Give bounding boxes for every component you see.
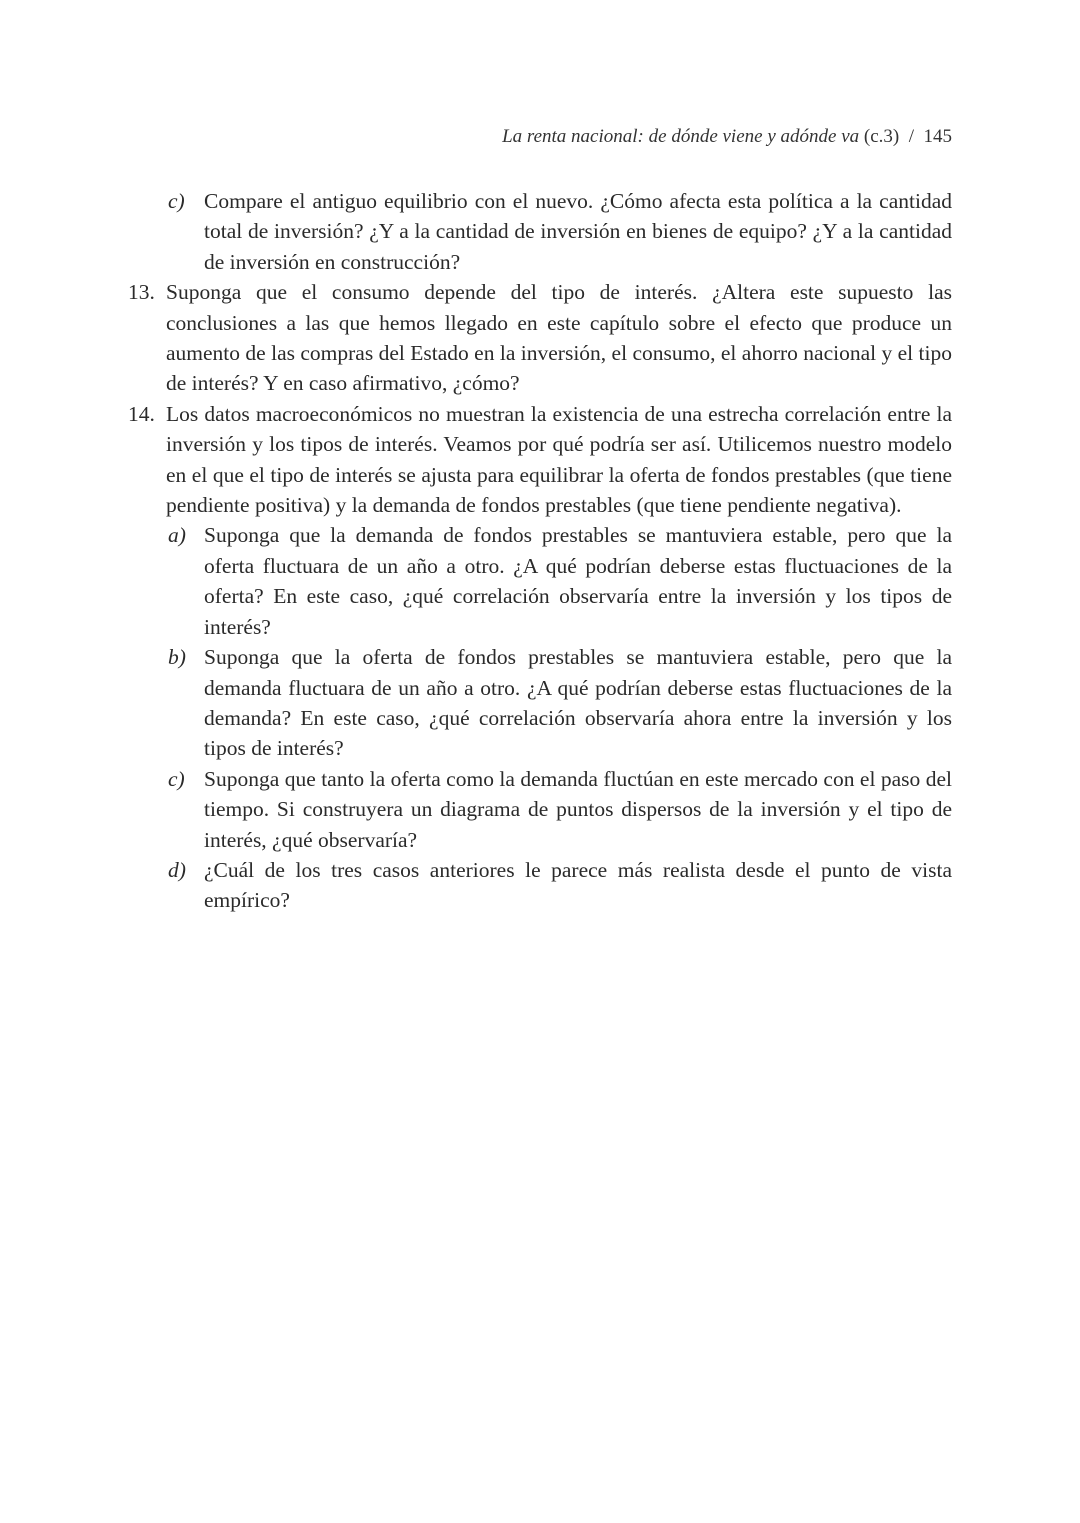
- chapter-label: (c.3): [863, 126, 900, 147]
- exercise-text: Los datos macroeconómicos no muestran la existencia de una estrecha correlación entre la inversión y los tipos de interés. Veamos por qué podría ser así. Utilicemos nuestro modelo en el que el tipo de interés se ajusta para equilibrar la oferta de fondos prestables (que tiene pendiente positiva) y la demanda de fondos prestables (que tiene pendiente negativa).: [166, 401, 952, 518]
- header-separator: /: [908, 126, 914, 147]
- exercise-14-part-d: [128, 855, 952, 916]
- exercise-14-part-b: [128, 642, 952, 764]
- sub-item-label: c): [168, 766, 185, 791]
- running-title: La renta nacional: de dónde viene y adónde va: [502, 126, 860, 147]
- exercise-text: Suponga que el consumo depende del tipo de interés. ¿Altera este supuesto las conclusiones a las que hemos llegado en este capítulo sobre el efecto que produce un aumento de las compras del Estado en la inversión, el consumo, el ahorro nacional y el tipo de interés? Y en caso afirmativo, ¿cómo?: [166, 280, 952, 396]
- exercise-14-part-a: [128, 520, 952, 642]
- exercise-number: 14.: [128, 401, 155, 426]
- sub-item-text: Suponga que la demanda de fondos prestables se mantuviera estable, pero que la oferta fluctuara de un año a otro. ¿A qué podrían deberse estas fluctuaciones de la oferta? En este caso, ¿qué correlación observaría entre la inversión y los tipos de interés?: [204, 523, 952, 639]
- exercise-14: [128, 399, 952, 521]
- exercise-14-part-c: [128, 764, 952, 855]
- sub-item-label: d): [168, 857, 186, 882]
- exercise-12-part-c: [128, 186, 952, 277]
- sub-item-label: a): [168, 523, 186, 548]
- sub-item-label: b): [168, 645, 186, 670]
- sub-item-text: Suponga que tanto la oferta como la demanda fluctúan en este mercado con el paso del tiempo. Si construyera un diagrama de puntos dispersos de la inversión y el tipo de interés, ¿qué observaría?: [204, 766, 952, 852]
- sub-item-label: c): [168, 189, 185, 213]
- page-number: 145: [923, 126, 952, 147]
- exercise-number: 13.: [128, 280, 155, 305]
- sub-item-text: ¿Cuál de los tres casos anteriores le parece más realista desde el punto de vista empírico?: [204, 857, 952, 913]
- page-body: [128, 186, 952, 916]
- sub-item-text: Suponga que la oferta de fondos prestables se mantuviera estable, pero que la demanda fluctuara de un año a otro. ¿A qué podrían deberse estas fluctuaciones de la demanda? En este caso, ¿qué correlación observaría ahora entre la inversión y los tipos de interés?: [204, 645, 952, 761]
- running-header: [502, 124, 952, 150]
- sub-item-text: Compare el antiguo equilibrio con el nuevo. ¿Cómo afecta esta política a la cantidad total de inversión? ¿Y a la cantidad de inversión en bienes de equipo? ¿Y a la cantidad de inversión en construcción?: [204, 189, 952, 274]
- exercise-13: [128, 277, 952, 399]
